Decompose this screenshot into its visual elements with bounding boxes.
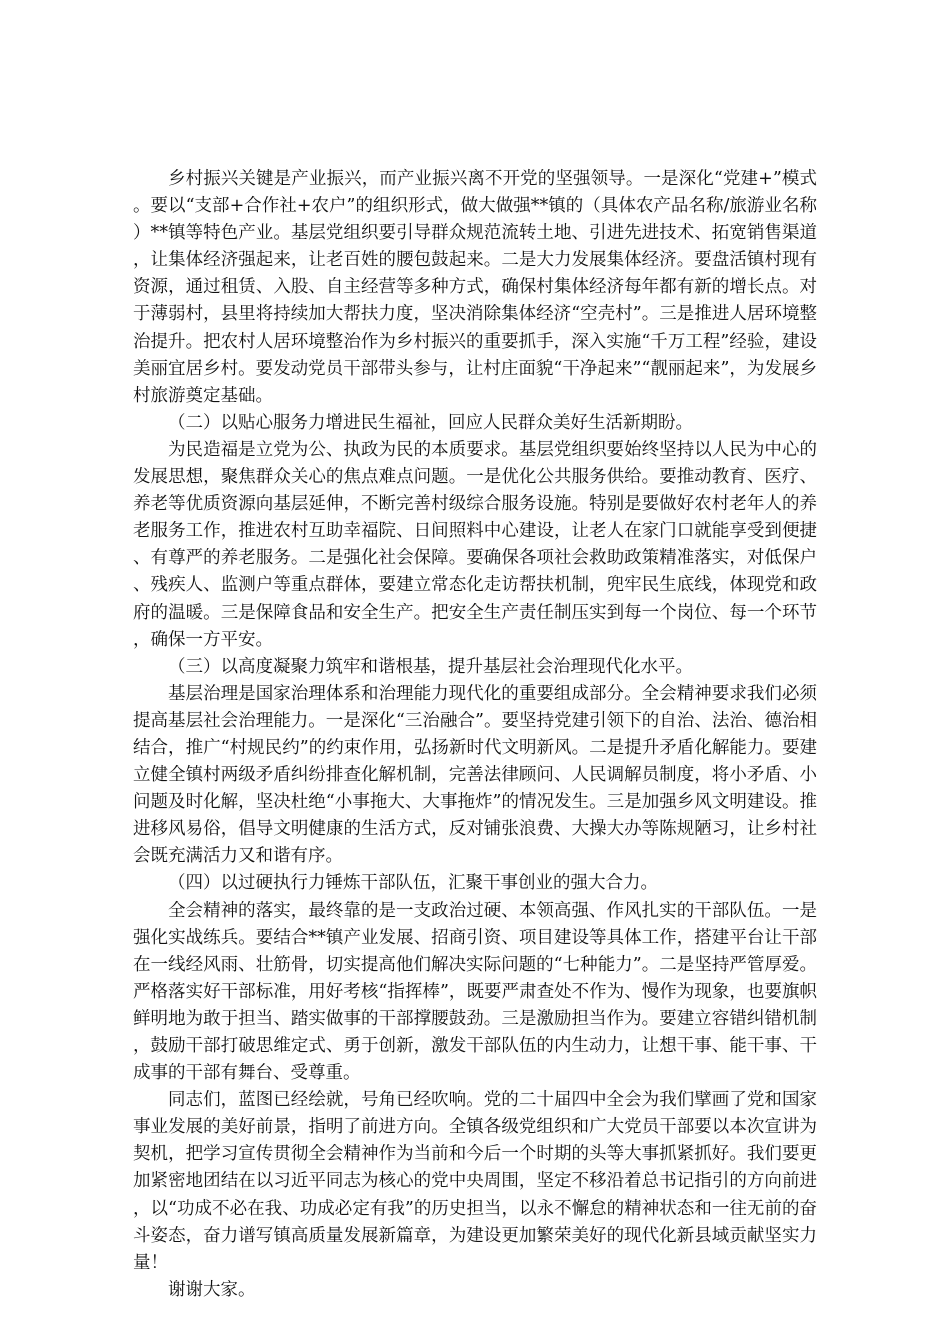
document-body	[133, 166, 817, 1304]
paragraph-livelihood: 为民造福是立党为公、执政为民的本质要求。基层党组织要始终坚持以人民为中心的发展思想，聚焦群众关心的焦点难点问题。一是优化公共服务供给。要推动教育、医疗、养老等优质资源向基层延伸，不断完善村级综合服务设施。特别是要做好农村老年人的养老服务工作，推进农村互助幸福院、日间照料中心建设，让老人在家门口就能享受到便捷、有尊严的养老服务。二是强化社会保障。要确保各项社会救助政策精准落实，对低保户、残疾人、监测户等重点群体，要建立常态化走访帮扶机制，兜牢民生底线，体现党和政府的温暖。三是保障食品和安全生产。把安全生产责任制压实到每一个岗位、每一个环节，确保一方平安。	[133, 439, 817, 650]
paragraph-governance: 基层治理是国家治理体系和治理能力现代化的重要组成部分。全会精神要求我们必须提高基层社会治理能力。一是深化“三治融合”。要坚持党建引领下的自治、法治、德治相结合，推广“村规民约”的约束作用，弘扬新时代文明新风。二是提升矛盾化解能力。要建立健全镇村两级矛盾纠纷排查化解机制，完善法律顾问、人民调解员制度，将小矛盾、小问题及时化解，坚决杜绝“小事拖大、大事拖炸”的情况发生。三是加强乡风文明建设。推进移风易俗，倡导文明健康的生活方式，反对铺张浪费、大操大办等陈规陋习，让乡村社会既充满活力又和谐有序。	[133, 683, 817, 867]
paragraph-conclusion: 同志们，蓝图已经绘就，号角已经吹响。党的二十届四中全会为我们擘画了党和国家事业发展的美好前景，指明了前进方向。全镇各级党组织和广大党员干部要以本次宣讲为契机，把学习宣传贯彻全会精神作为当前和今后一个时期的头等大事抓紧抓好。我们要更加紧密地团结在以习近平同志为核心的党中央周围，坚定不移沿着总书记指引的方向前进，以“功成不必在我、功成必定有我”的历史担当，以永不懈怠的精神状态和一往无前的奋斗姿态，奋力谱写镇高质量发展新篇章，为建设更加繁荣美好的现代化新县域贡献坚实力量！	[133, 1090, 817, 1273]
paragraph-thanks: 谢谢大家。	[168, 1279, 256, 1300]
section-heading-2: （二）以贴心服务力增进民生福祉，回应人民群众美好生活新期盼。	[168, 412, 693, 433]
paragraph-industry: 乡村振兴关键是产业振兴，而产业振兴离不开党的坚强领导。一是深化“党建+”模式。要以“支部+合作社+农户”的组织形式，做大做强**镇的（具体农产品名称/旅游业名称）**镇等特色产业。基层党组织要引导群众规范流转土地、引进先进技术、拓宽销售渠道，让集体经济强起来，让老百姓的腰包鼓起来。二是大力发展集体经济。要盘活镇村现有资源，通过租赁、入股、自主经营等多种方式，确保村集体经济每年都有新的增长点。对于薄弱村，县里将持续加大帮扶力度，坚决消除集体经济“空壳村”。三是推进人居环境整治提升。把农村人居环境整治作为乡村振兴的重要抓手，深入实施“千万工程”经验，建设美丽宜居乡村。要发动党员干部带头参与，让村庄面貌“干净起来”“靓丽起来”，为发展乡村旅游奠定基础。	[133, 169, 817, 406]
section-heading-3: （三）以高度凝聚力筑牢和谐根基，提升基层社会治理现代化水平。	[168, 656, 693, 677]
section-heading-4: （四）以过硬执行力锤炼干部队伍，汇聚干事创业的强大合力。	[168, 873, 658, 894]
paragraph-cadres: 全会精神的落实，最终靠的是一支政治过硬、本领高强、作风扎实的干部队伍。一是强化实战练兵。要结合**镇产业发展、招商引资、项目建设等具体工作，搭建平台让干部在一线经风雨、壮筋骨，切实提高他们解决实际问题的“七种能力”。二是坚持严管厚爱。严格落实好干部标准，用好考核“指挥棒”，既要严肃查处不作为、慢作为现象，也要旗帜鲜明地为敢于担当、踏实做事的干部撑腰鼓劲。三是激励担当作为。要建立容错纠错机制，鼓励干部打破思维定式、勇于创新，激发干部队伍的内生动力，让想干事、能干事、干成事的干部有舞台、受尊重。	[133, 900, 817, 1084]
